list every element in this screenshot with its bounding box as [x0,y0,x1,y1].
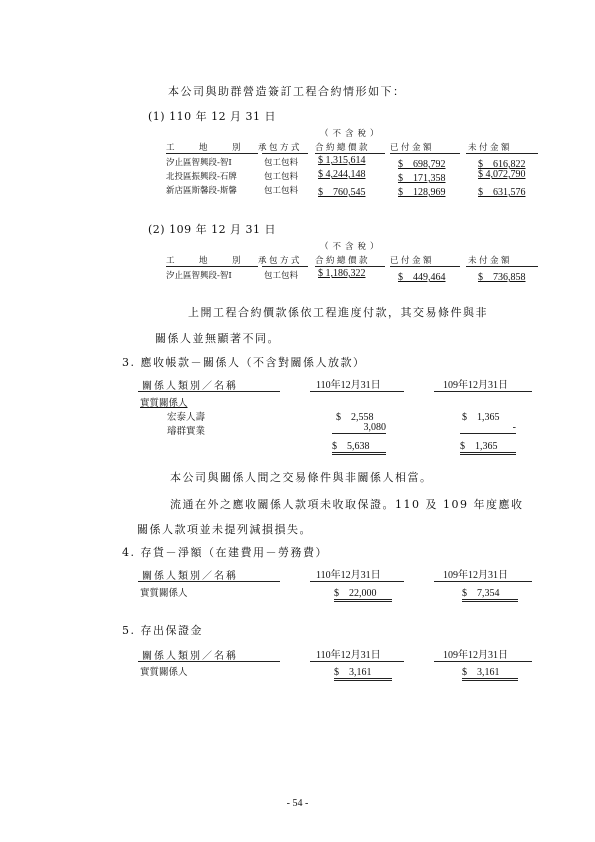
value-109: $ 7,354 [462,584,518,602]
col-site: 工 地 別 [166,143,244,153]
method: 包工包料 [264,271,299,281]
intro-text: 本公司與助群營造簽訂工程合約情形如下： [168,85,406,98]
party-name: 璿群實業 [167,426,206,437]
site-name: 北投區振興段-石牌 [166,172,237,182]
col-109: 109年12月31日 [443,380,508,391]
col-110: 110年12月31日 [316,570,381,581]
paid-value: $ 698,792 [398,159,446,170]
col-unpaid: 未付金額 [468,143,513,153]
value-110: 3,080 [332,422,386,434]
paragraph-2: 本公司與關係人間之交易條件與非關係人相當。 [170,471,433,484]
total-110: $ 5,638 [332,437,386,455]
method: 包工包料 [264,186,299,196]
col-label: 關係人類別／名稱 [142,381,238,392]
method: 包工包料 [264,172,299,182]
section-4-title: 4. 存貨－淨額（在建費用－勞務費） [122,546,328,559]
site-name: 汐止區智興段-智Ⅰ [166,158,232,168]
col-109: 109年12月31日 [443,570,508,581]
unpaid-value: $ 736,858 [478,272,526,283]
party-name: 宏泰人壽 [167,412,206,423]
value-110: $ 3,161 [334,663,392,681]
col-total: 合約總價款 [315,256,371,266]
paid-value: $ 171,358 [398,173,446,184]
method: 包工包料 [264,158,299,168]
total-109: $ 1,365 [460,437,516,455]
value-109: $ 1,365 [462,412,500,423]
col-label: 關係人類別／名稱 [142,571,238,582]
unpaid-value: $ 616,822 [478,159,526,170]
col-label: 關係人類別／名稱 [142,651,238,662]
value-110: $ 22,000 [334,584,392,602]
col-unpaid: 未付金額 [468,256,513,266]
heading-110: (1) 110 年 12 月 31 日 [148,110,277,123]
section-5-title: 5. 存出保證金 [122,624,203,637]
total-value: $ 4,244,148 [318,169,366,180]
site-name: 新店區斯馨段-斯馨 [166,186,237,196]
unpaid-value: $ 631,576 [478,187,526,198]
total-value: $ 1,186,322 [318,268,366,279]
section-3-title: 3. 應收帳款－關係人（不含對關係人放款） [122,356,366,369]
tax-note: （不含稅） [320,242,383,252]
col-110: 110年12月31日 [316,380,381,391]
group-label: 實質關係人 [140,398,188,409]
col-site: 工 地 別 [166,256,244,266]
col-109: 109年12月31日 [443,650,508,661]
row-label: 實質關係人 [140,588,188,599]
paid-value: $ 449,464 [398,272,446,283]
col-paid: 已付金額 [390,256,435,266]
col-method: 承包方式 [258,143,303,153]
paragraph-1-line-2: 關係人並無顯著不同。 [155,332,280,345]
site-name: 汐止區智興段-智Ⅰ [166,271,232,281]
col-method: 承包方式 [258,256,303,266]
value-109: - [460,422,516,434]
page-number: - 54 - [286,798,309,809]
tax-note: （不含稅） [320,129,383,139]
col-110: 110年12月31日 [316,650,381,661]
value-110: $ 2,558 [336,412,374,423]
heading-109: (2) 109 年 12 月 31 日 [148,223,277,236]
col-total: 合約總價款 [315,143,371,153]
paragraph-1-line-1: 上開工程合約價款係依工程進度付款，其交易條件與非 [188,306,488,319]
col-paid: 已付金額 [390,143,435,153]
value-109: $ 3,161 [462,663,518,681]
total-value: $ 1,315,614 [318,155,366,166]
unpaid-value: $ 4,072,790 [478,169,526,180]
row-label: 實質關係人 [140,667,188,678]
paragraph-3-line-1: 流通在外之應收關係人款項未收取保證。110 及 109 年度應收 [170,498,524,511]
paragraph-3-line-2: 關係人款項並未提列減損損失。 [137,523,312,536]
total-value: $ 760,545 [318,187,366,198]
paid-value: $ 128,969 [398,187,446,198]
